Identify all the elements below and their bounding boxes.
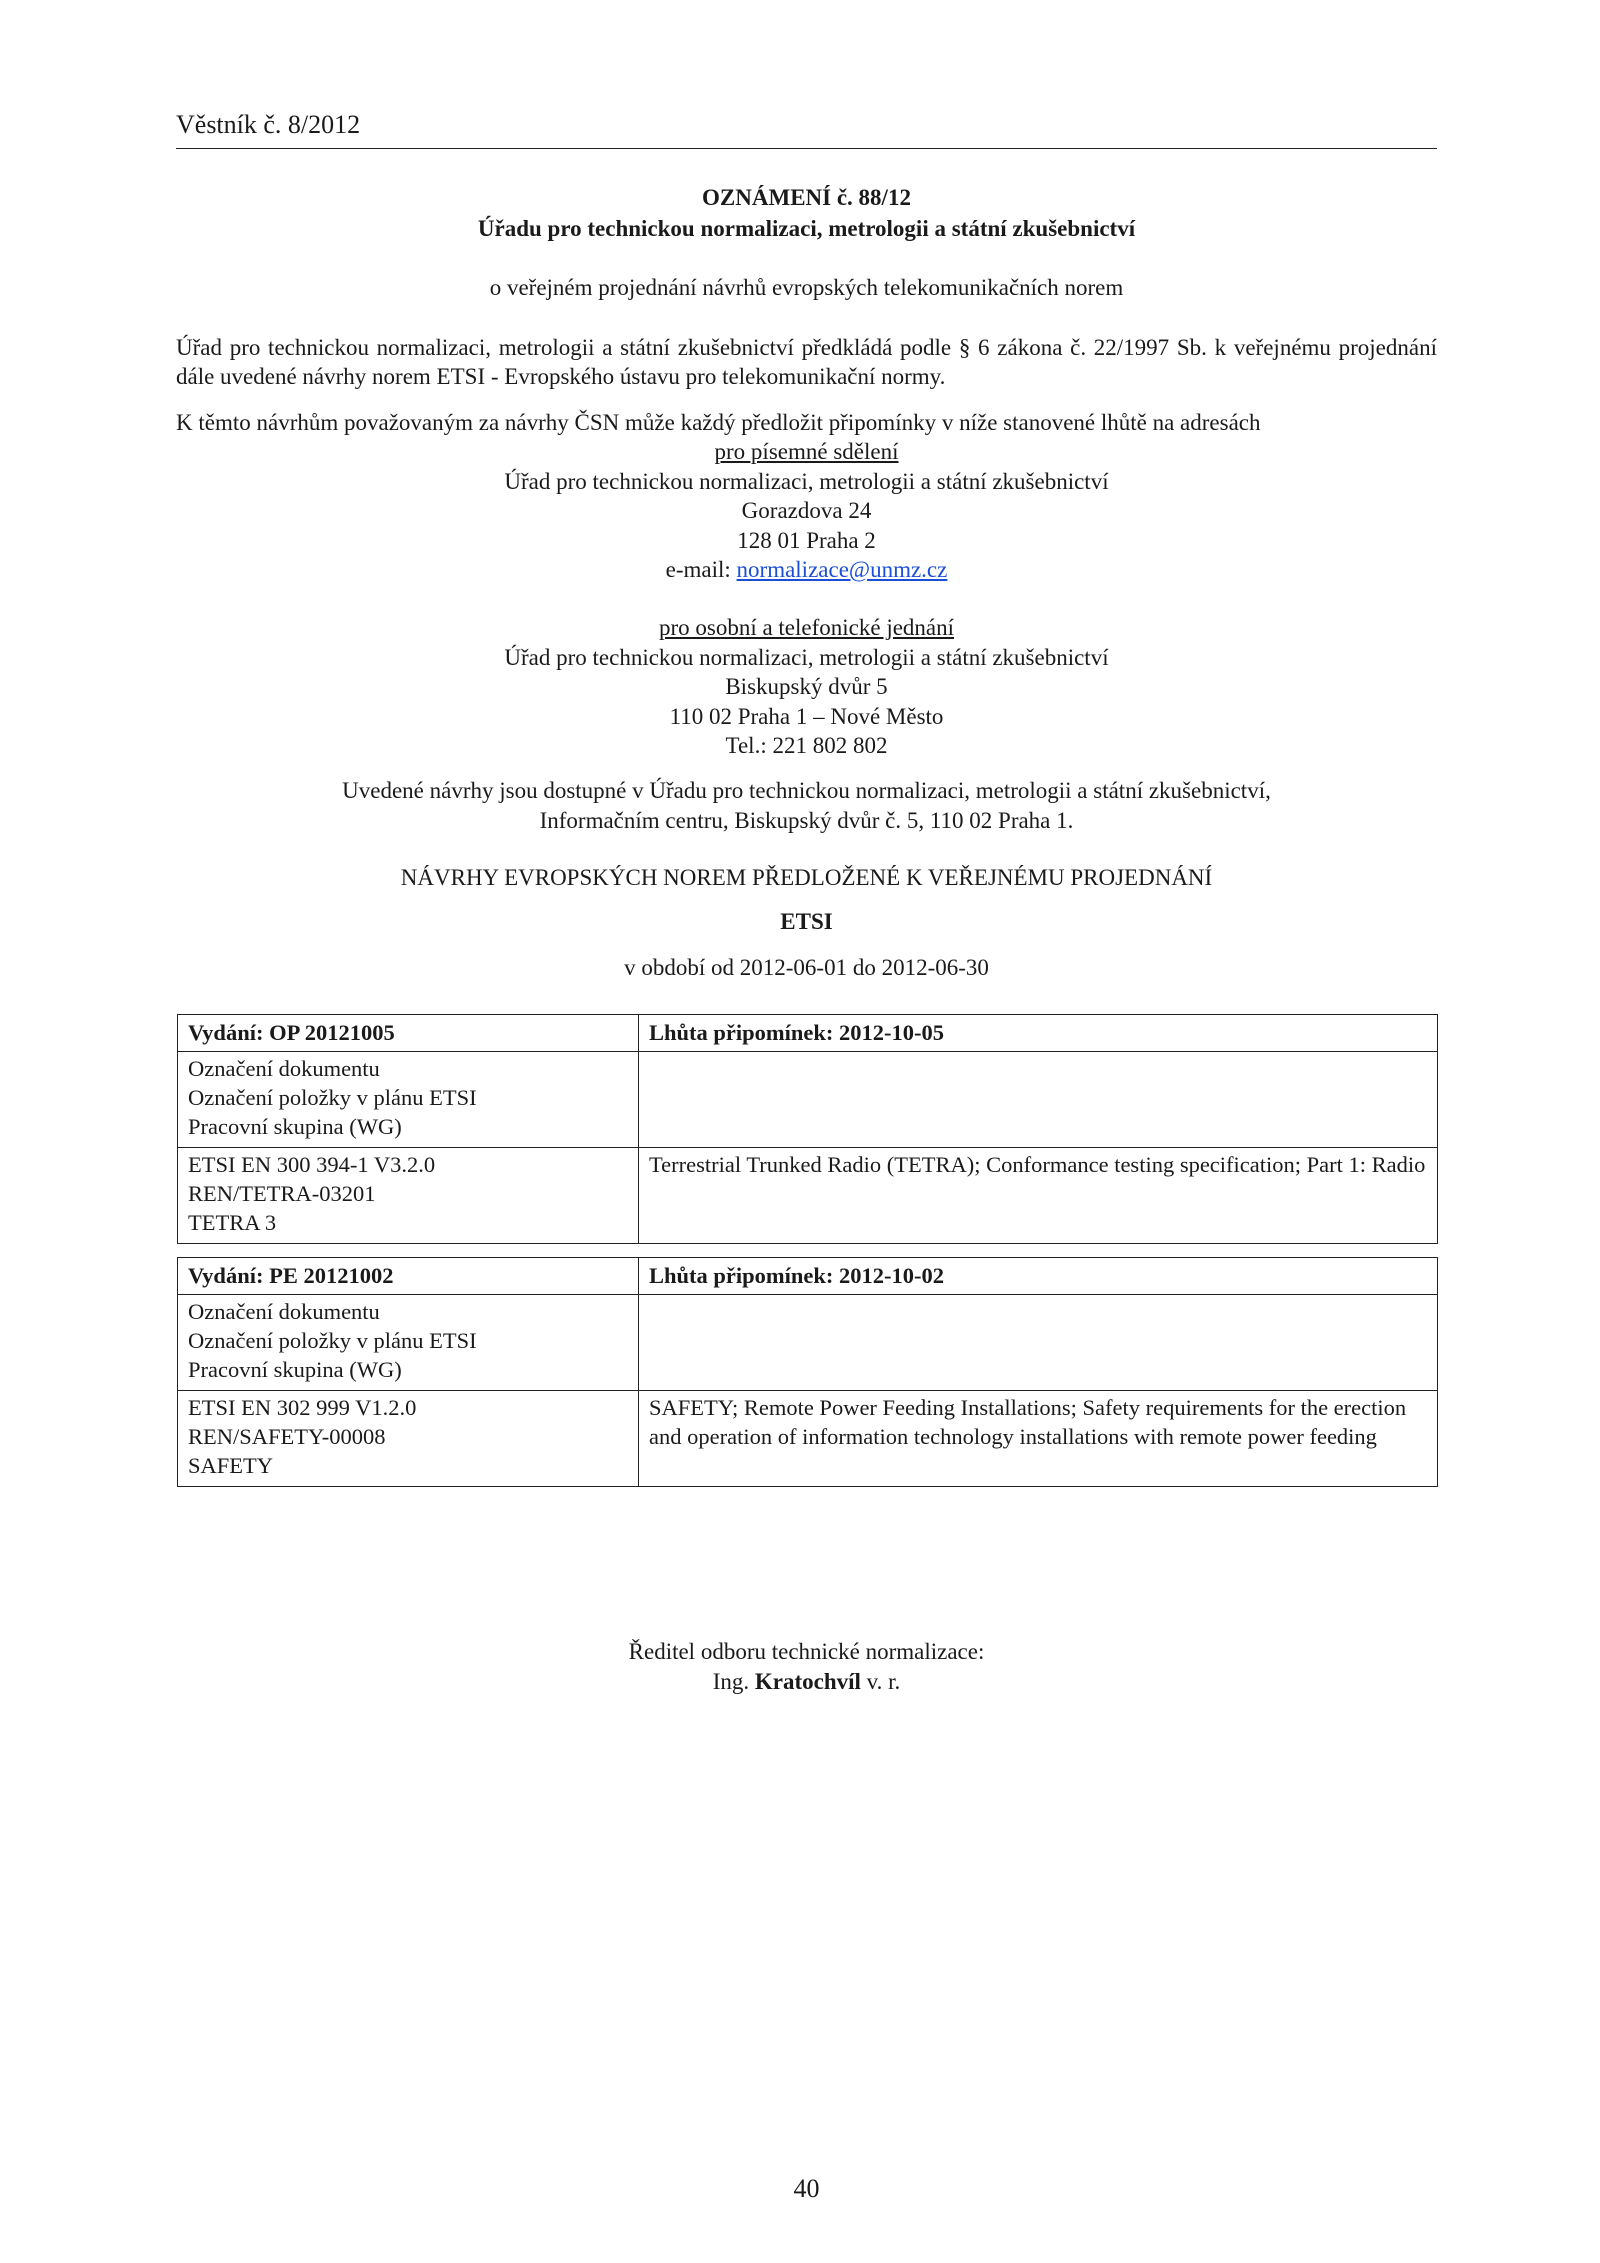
deadline-cell: Lhůta připomínek: 2012-10-05 (639, 1015, 1438, 1052)
section-period: v období od 2012-06-01 do 2012-06-30 (624, 955, 989, 980)
entry-title-cell: SAFETY; Remote Power Feeding Installations; Safety requirements for the erection and operation of information technology installations with remote power feeding (639, 1391, 1438, 1487)
table-meta-row (178, 1052, 1438, 1148)
meta-labels-cell (178, 1295, 639, 1391)
signature-suffix: v. r. (860, 1669, 901, 1694)
journal-issue: Věstník č. 8/2012 (176, 110, 361, 139)
table-meta-row (178, 1295, 1438, 1391)
notice-subject: o veřejném projednání návrhů evropských telekomunikačních norem (489, 275, 1124, 300)
section-title: NÁVRHY EVROPSKÝCH NOREM PŘEDLOŽENÉ K VEŘEJNÉMU PROJEDNÁNÍ (400, 865, 1213, 890)
working-group: SAFETY (188, 1453, 274, 1478)
availability-line-2: Informačním centru, Biskupský dvůr č. 5, 110 02 Praha 1. (539, 808, 1074, 833)
email-label: e-mail: (665, 557, 737, 582)
written-org: Úřad pro technickou normalizaci, metrologii a státní zkušebnictví (504, 468, 1109, 494)
notice-authority: Úřadu pro technickou normalizaci, metrologii a státní zkušebnictví (477, 216, 1136, 241)
personal-phone: Tel.: 221 802 802 (725, 733, 888, 758)
draft-table-2 (177, 1257, 1438, 1487)
table-row (178, 1391, 1438, 1487)
page-header (176, 110, 1437, 149)
availability-note (176, 776, 1437, 836)
working-group: TETRA 3 (188, 1210, 277, 1235)
written-city: 128 01 Praha 2 (737, 527, 876, 553)
meta-empty-cell (639, 1295, 1438, 1391)
meta-label: Označení položky v plánu ETSI (188, 1085, 477, 1110)
entry-ids-cell (178, 1148, 639, 1244)
comments-paragraph: K těmto návrhům považovaným za návrhy ČSN může každý předložit připomínky v níže stanovené lhůtě na adresách (176, 410, 1261, 435)
entry-title-cell: Terrestrial Trunked Radio (TETRA); Conformance testing specification; Part 1: Radio (639, 1148, 1438, 1244)
signature-role: Ředitel odboru technické normalizace: (628, 1639, 985, 1664)
personal-org: Úřad pro technickou normalizaci, metrologii a státní zkušebnictví (504, 644, 1109, 670)
written-email-line (176, 555, 1437, 585)
table-header-row (178, 1015, 1438, 1052)
meta-labels-cell (178, 1052, 639, 1148)
written-contact (176, 437, 1437, 585)
signature-prefix: Ing. (712, 1669, 755, 1694)
written-street: Gorazdova 24 (741, 498, 872, 523)
entry-ids-cell (178, 1391, 639, 1487)
issue-cell: Vydání: OP 20121005 (178, 1015, 639, 1052)
issue-cell: Vydání: PE 20121002 (178, 1258, 639, 1295)
meta-label: Označení položky v plánu ETSI (188, 1328, 477, 1353)
document-id: ETSI EN 300 394-1 V3.2.0 (188, 1152, 436, 1177)
meta-label: Pracovní skupina (WG) (188, 1357, 402, 1382)
meta-empty-cell (639, 1052, 1438, 1148)
document-id: ETSI EN 302 999 V1.2.0 (188, 1395, 417, 1420)
notice-title: OZNÁMENÍ č. 88/12 (702, 185, 911, 210)
personal-city: 110 02 Praha 1 – Nové Město (669, 703, 944, 729)
table-header-row (178, 1258, 1438, 1295)
written-heading: pro písemné sdělení (714, 439, 899, 464)
meta-label: Označení dokumentu (188, 1056, 380, 1081)
meta-label: Pracovní skupina (WG) (188, 1114, 402, 1139)
email-link[interactable]: normalizace@unmz.cz (736, 557, 948, 582)
signature-name: Kratochvíl (754, 1669, 861, 1694)
work-item-id: REN/TETRA-03201 (188, 1181, 376, 1206)
personal-contact (176, 613, 1437, 761)
personal-heading: pro osobní a telefonické jednání (658, 615, 955, 640)
deadline-cell: Lhůta připomínek: 2012-10-02 (639, 1258, 1438, 1295)
personal-street: Biskupský dvůr 5 (725, 674, 888, 699)
signature-block (176, 1637, 1437, 1697)
draft-table-1 (177, 1014, 1438, 1244)
page-number: 40 (793, 2174, 820, 2203)
table-row (178, 1148, 1438, 1244)
meta-label: Označení dokumentu (188, 1299, 380, 1324)
work-item-id: REN/SAFETY-00008 (188, 1424, 386, 1449)
intro-paragraph: Úřad pro technickou normalizaci, metrologii a státní zkušebnictví předkládá podle § 6 zákona č. 22/1997 Sb. k veřejnému projednání dále uvedené návrhy norem ETSI - Evropského ústavu pro telekomunikační normy. (176, 335, 1437, 389)
signature-line (176, 1667, 1437, 1697)
availability-line-1: Uvedené návrhy jsou dostupné v Úřadu pro technickou normalizaci, metrologii a státní zkušebnictví, (342, 778, 1271, 803)
section-body: ETSI (780, 909, 833, 934)
